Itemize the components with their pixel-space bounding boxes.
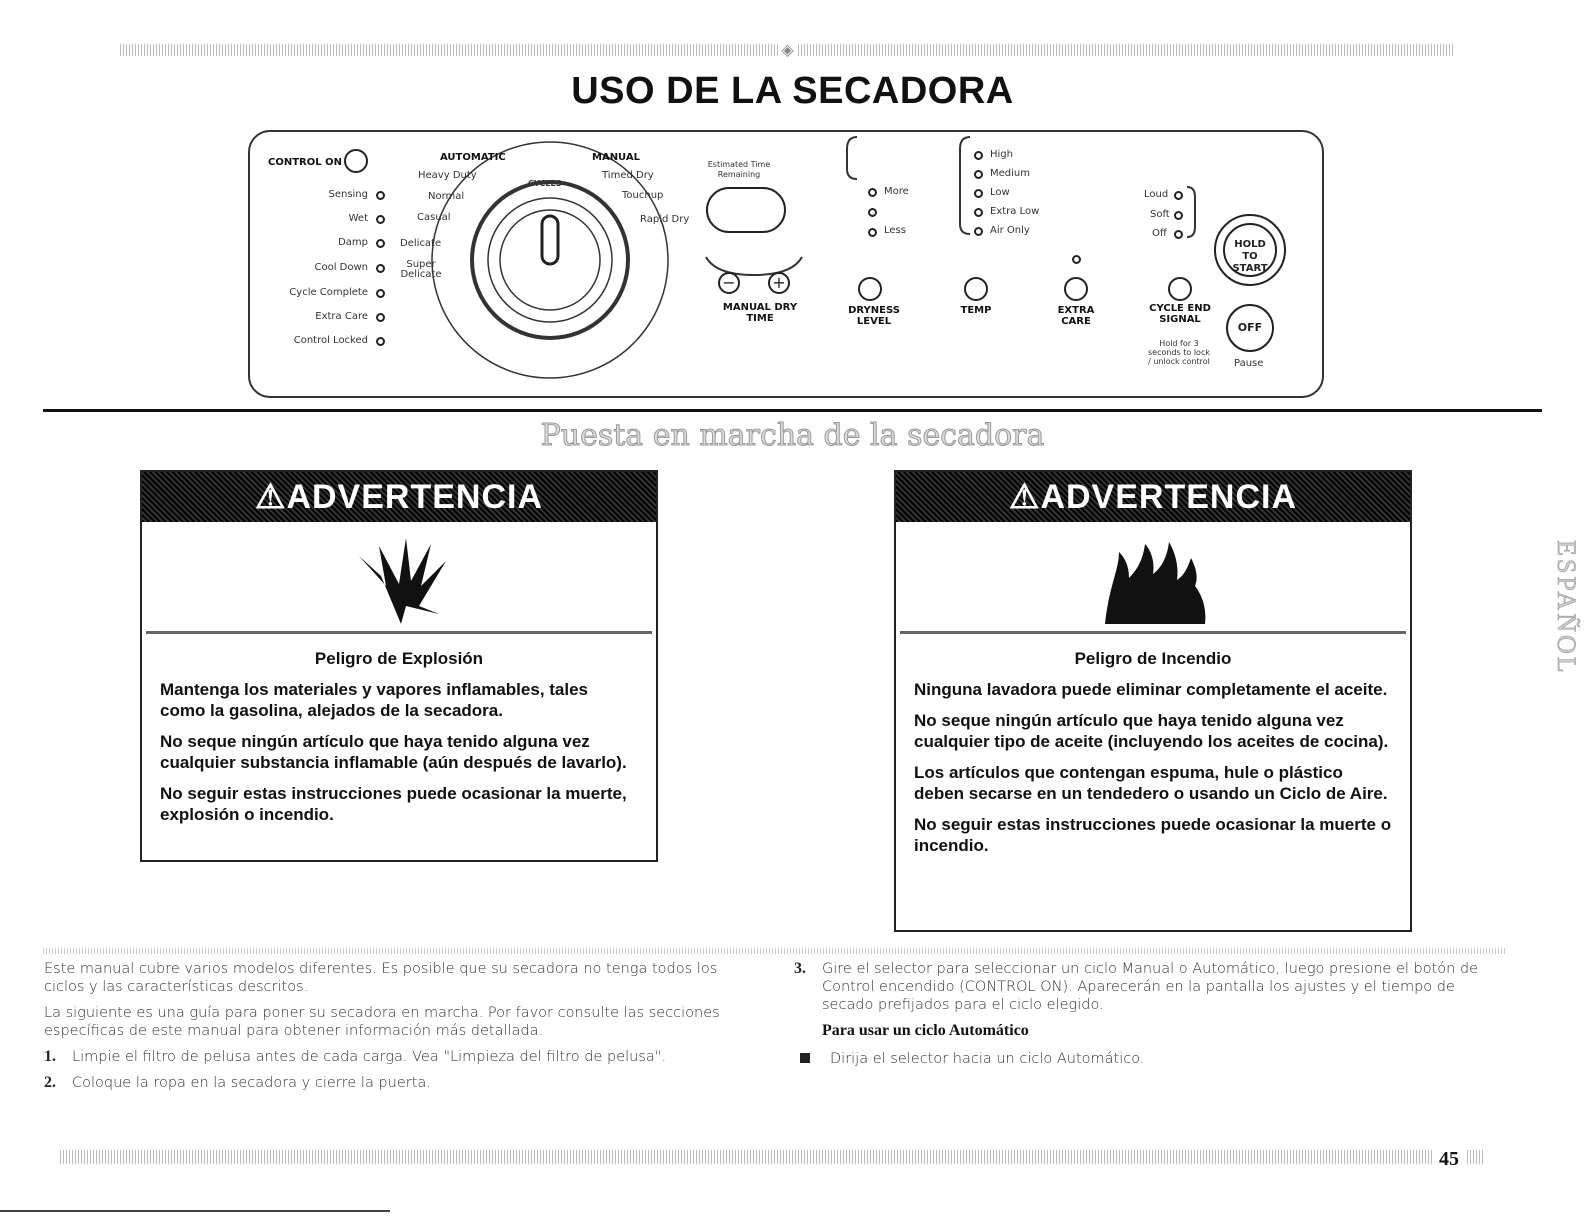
dryness-level-button[interactable] (858, 277, 882, 301)
signal-off: Off (1152, 228, 1167, 239)
cycle-normal[interactable]: Normal (428, 191, 465, 202)
pause-label: Pause (1234, 358, 1264, 369)
off-button[interactable]: OFF (1226, 304, 1274, 352)
temp-high: High (990, 149, 1013, 160)
status-indicator (376, 215, 385, 224)
cycle-end-signal-label: CYCLE END SIGNAL (1149, 303, 1211, 325)
right-text-column (794, 960, 1506, 1076)
step-item (44, 1048, 756, 1066)
diamond-ornament-icon: ◈ (778, 40, 798, 60)
temp-indicator (974, 208, 983, 217)
temp-indicator (974, 227, 983, 236)
dryer-control-panel (248, 130, 1324, 398)
cycle-timed-dry[interactable]: Timed Dry (602, 170, 654, 181)
status-light-sensing: Sensing (328, 189, 368, 200)
status-indicator (376, 264, 385, 273)
warning-icon-area (146, 522, 652, 634)
status-light-wet: Wet (348, 213, 368, 224)
warning-header: ⚠ADVERTENCIA (896, 472, 1410, 522)
dryness-indicator (868, 228, 877, 237)
step-item (44, 1074, 756, 1092)
warning-paragraph: No seguir estas instrucciones puede ocasionar la muerte, explosión o incendio. (160, 784, 627, 824)
warning-paragraph: Mantenga los materiales y vapores inflamables, tales como la gasolina, alejados de la secadora. (160, 680, 589, 720)
warning-paragraph: Ninguna lavadora puede eliminar completamente el aceite. (914, 680, 1388, 699)
warning-text (896, 634, 1410, 878)
extra-care-button[interactable] (1064, 277, 1088, 301)
start-button-ring[interactable] (1214, 214, 1286, 286)
status-indicator (376, 289, 385, 298)
signal-indicator (1174, 211, 1183, 220)
status-indicator (376, 313, 385, 322)
warning-box-fire (894, 470, 1412, 932)
manual-label: MANUAL (592, 152, 640, 163)
temp-indicator (974, 170, 983, 179)
signal-indicator (1174, 230, 1183, 239)
cycle-heavy-duty[interactable]: Heavy Duty (418, 170, 477, 181)
status-indicator (376, 239, 385, 248)
explosion-icon (351, 536, 451, 626)
extra-care-label: EXTRA CARE (1057, 305, 1095, 327)
plus-icon[interactable]: + (768, 272, 790, 294)
hold-note: Hold for 3 seconds to lock / unlock control (1148, 339, 1210, 366)
temp-button[interactable] (964, 277, 988, 301)
bullet-text: Dirija el selector hacia un ciclo Automático. (830, 1051, 1145, 1067)
warning-triangle-icon: ⚠ (254, 478, 287, 516)
dryness-level-label: DRYNESS LEVEL (848, 305, 900, 327)
control-on-label: CONTROL ON (268, 157, 342, 168)
warning-header: ⚠ADVERTENCIA (142, 472, 656, 522)
warning-triangle-icon: ⚠ (1008, 478, 1041, 516)
footer-decorative-rule (60, 1150, 1485, 1164)
dryness-less: Less (884, 225, 906, 236)
temp-medium: Medium (990, 168, 1030, 179)
top-decorative-rule (120, 40, 1455, 59)
temp-label: TEMP (960, 305, 992, 316)
language-side-label: ESPAÑOL (1552, 540, 1581, 676)
status-light-cool-down: Cool Down (314, 262, 368, 273)
cycle-super-delicate[interactable]: Super Delicate (400, 259, 442, 280)
temp-air-only: Air Only (990, 225, 1030, 236)
time-display (706, 187, 786, 233)
cycle-end-signal-button[interactable] (1168, 277, 1192, 301)
step-number: 2. (44, 1074, 56, 1091)
temp-low: Low (990, 187, 1010, 198)
status-light-control-locked: Control Locked (293, 335, 368, 346)
warning-paragraph: No seguir estas instrucciones puede ocasionar la muerte o incendio. (914, 815, 1392, 855)
warning-paragraph: No seque ningún artículo que haya tenido alguna vez cualquier substancia inflamable (aún después de lavarlo). (160, 732, 627, 772)
page-number: 45 (1433, 1148, 1465, 1171)
hold-to-start-button[interactable]: HOLD TO START (1223, 223, 1277, 277)
square-bullet-icon (800, 1053, 810, 1063)
extra-care-indicator (1072, 255, 1081, 264)
control-on-button[interactable] (344, 149, 368, 173)
cycles-label: CYCLES (528, 179, 562, 188)
left-text-column (44, 960, 756, 1100)
section-divider (43, 409, 1542, 412)
subheading: Para usar un ciclo Automático (822, 1022, 1029, 1039)
status-indicator (376, 337, 385, 346)
warning-paragraph: No seque ningún artículo que haya tenido alguna vez cualquier tipo de aceite (incluyendo los aceites de cocina). (914, 711, 1389, 751)
signal-loud: Loud (1144, 189, 1169, 200)
cycle-casual[interactable]: Casual (417, 212, 451, 223)
temp-extra-low: Extra Low (990, 206, 1040, 217)
text-divider (43, 948, 1505, 954)
step-text: Coloque la ropa en la secadora y cierre la puerta. (72, 1075, 431, 1091)
signal-soft: Soft (1150, 209, 1170, 220)
warning-title: Peligro de Explosión (314, 649, 484, 668)
bullet-item (794, 1050, 1506, 1068)
dryness-indicator (868, 188, 877, 197)
step-text: Gire el selector para seleccionar un ciclo Manual o Automático, luego presione el botón de Control encendido (CONTROL ON). Aparecerán en la pantalla los ajustes y el tiempo de secado prefijados para el ciclo elegido. (822, 961, 1479, 1013)
status-indicator (376, 191, 385, 200)
cycle-rapid-dry[interactable]: Rapid Dry (640, 214, 690, 225)
warning-title: Peligro de Incendio (1074, 649, 1232, 668)
warning-text (142, 634, 656, 847)
page-title: USO DE LA SECADORA (571, 70, 1014, 112)
minus-icon[interactable]: − (718, 272, 740, 294)
estimated-time-label: Estimated Time Remaining (707, 160, 771, 179)
status-light-damp: Damp (338, 237, 368, 248)
cycle-delicate[interactable]: Delicate (400, 238, 442, 249)
intro-paragraph: La siguiente es una guía para poner su secadora en marcha. Por favor consulte las secciones específicas de este manual para obtener información más detallada. (44, 1005, 720, 1039)
status-light-cycle-complete: Cycle Complete (289, 287, 368, 298)
step-text: Limpie el filtro de pelusa antes de cada carga. Vea "Limpieza del filtro de pelusa". (72, 1049, 667, 1065)
temp-indicator (974, 189, 983, 198)
section-title: Puesta en marcha de la secadora (540, 418, 1045, 453)
manual-dry-time-label: MANUAL DRY TIME (722, 302, 798, 324)
dryness-more: More (884, 186, 909, 197)
step-number: 1. (44, 1048, 56, 1065)
warning-icon-area (900, 522, 1406, 634)
step-number: 3. (794, 960, 806, 977)
fire-icon (1095, 536, 1215, 626)
intro-paragraph: Este manual cubre varios modelos diferentes. Es posible que su secadora no tenga todos los ciclos y las características descritos. (44, 961, 718, 995)
status-light-extra-care: Extra Care (315, 311, 368, 322)
temp-indicator (974, 151, 983, 160)
signal-indicator (1174, 191, 1183, 200)
cycle-touchup[interactable]: Touchup (622, 190, 664, 201)
warning-box-explosion (140, 470, 658, 862)
warning-paragraph: Los artículos que contengan espuma, hule o plástico deben secarse en un tendedero o usando un Ciclo de Aire. (914, 763, 1388, 803)
footer-line (0, 1210, 390, 1212)
step-item (794, 960, 1506, 1014)
automatic-label: AUTOMATIC (440, 152, 506, 163)
dryness-indicator (868, 208, 877, 217)
